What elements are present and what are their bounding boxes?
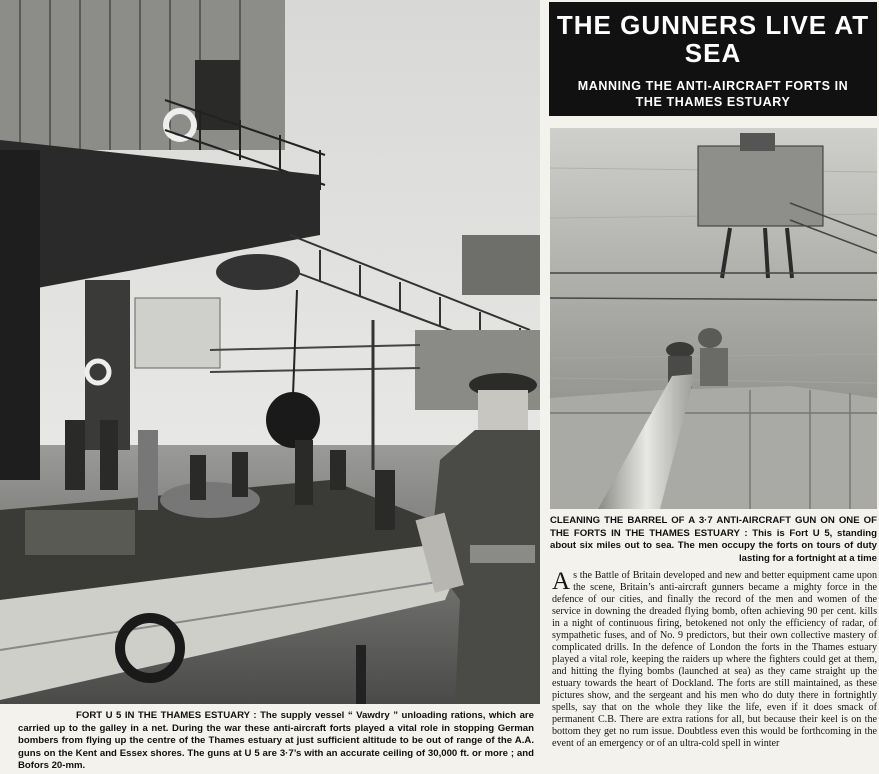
gun-cleaning-caption [550, 515, 877, 565]
article-subtitle: MANNING THE ANTI-AIRCRAFT FORTS IN THE THAMES ESTUARY [577, 79, 849, 109]
article-dropcap: A [552, 570, 571, 595]
fort-u5-caption-text: The supply vessel “ Vawdry ” unloading rations, which are carried up to the galley in a net. During the war these anti-aircraft forts played a vital role in stopping German bombers from flying up the centre of the Thames estuary at just sufficient altitude to be out of range of the A.A. guns on the Kent and Essex shores. The guns at U 5 are 3·7’s with an accurate ceiling of 30,000 ft. or more ; and Bofors 20-mm. [18, 710, 535, 772]
article-body [552, 570, 877, 774]
article-title: THE GUNNERS LIVE AT SEA [556, 10, 870, 68]
gun-cleaning-caption-text: This is Fort U 5, standing about six miles out to sea. The men occupy the forts on tours of duty lasting for a fortnight at a time [550, 527, 877, 564]
article-header [549, 2, 877, 116]
gun-cleaning-caption-heading: CLEANING THE BARREL OF A 3·7 ANTI-AIRCRAFT GUN ON ONE OF THE FORTS IN THE THAMES ESTUARY : [550, 515, 877, 539]
gun-cleaning-photo [550, 128, 877, 509]
article-body-text: s the Battle of Britain developed and new and better equipment came upon the scene, Britain’s anti-aircraft gunners became a mighty force in the defence of our cities, and finally the record of the men and women of the service in downing the dreaded flying bomb, often achieving 90 per cent. kills in a night of continuous firing, betokened not only the efficiency of radar, of sympathetic fuses, and of No. 9 predictors, but their own collective mastery of complicated drills. In the defence of London the forts in the Thames estuary played a vital role, keeping the raiders up where the fighters could get at them, and hitting the flying bombs (launched at sea) as they came straight up the estuary towards the heart of Dockland. The forts are still maintained, as these pictures show, and the sergeant and his men who do duty there in fortnightly spells, say that on the whole they like the life, even if it does smack of permanent C.B. There are extra rations for all, but because their keel is on the bottom they get no rum issue. Doubtless even this would be forthcoming in the event of an emergency or of an ultra-cold spell in winter [552, 570, 877, 749]
gun-cleaning-photo-illustration [550, 128, 877, 509]
fort-u5-caption-heading: FORT U 5 IN THE THAMES ESTUARY : [76, 710, 257, 721]
fort-u5-caption [18, 710, 534, 773]
